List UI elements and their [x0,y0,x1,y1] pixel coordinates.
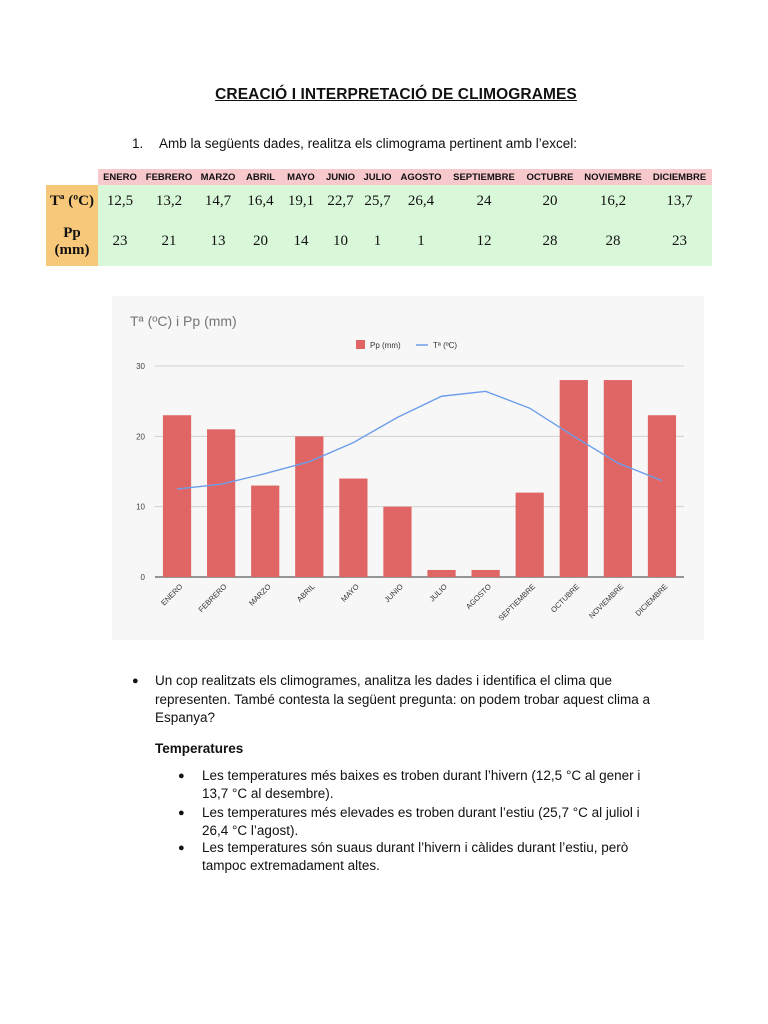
precipitation-bar [163,415,191,577]
temp-cell: 13,2 [142,185,196,217]
x-tick-label: DICIEMBRE [633,582,670,618]
temp-cell: 22,7 [321,185,360,217]
climograph-chart [112,296,704,640]
month-header: OCTUBRE [521,169,579,185]
precipitation-bar [339,479,367,577]
month-header: ENERO [98,169,142,185]
temp-cell: 25,7 [360,185,395,217]
y-tick-label: 0 [140,573,145,582]
temp-cell: 19,1 [281,185,321,217]
temp-cell: 20 [521,185,579,217]
temp-cell: 26,4 [395,185,447,217]
month-header: JULIO [360,169,395,185]
bullet-dot-icon: ● [132,675,139,687]
x-tick-label: JUNIO [382,582,405,605]
pp-cell: 14 [281,217,321,266]
temperatures-heading: Temperatures [155,741,244,756]
table-header-row [46,169,712,185]
precipitation-bar [604,380,632,577]
month-header: DICIEMBRE [647,169,712,185]
x-tick-label: ABRIL [295,582,317,604]
legend-swatch-precipitation [356,340,365,349]
temperature-item-text: Les temperatures més baixes es troben durant l’hivern (12,5 °C al gener i 13,7 °C al desembre). [202,768,641,801]
temperature-item [178,804,668,840]
pp-cell: 21 [142,217,196,266]
precipitation-bar [516,493,544,577]
month-header: JUNIO [321,169,360,185]
month-header: MAYO [281,169,321,185]
bullet-dot-icon: ● [178,807,185,819]
chart-title: Tª (ºC) i Pp (mm) [130,313,237,329]
x-tick-label: AGOSTO [464,582,494,612]
bullet-dot-icon: ● [178,770,185,782]
temp-cell: 16,4 [240,185,281,217]
pp-cell: 23 [647,217,712,266]
temp-cell: 12,5 [98,185,142,217]
y-tick-label: 10 [136,502,145,512]
month-header: MARZO [196,169,240,185]
precipitation-label-line1: Pp [63,224,81,241]
month-header: ABRIL [240,169,281,185]
month-header: FEBRERO [142,169,196,185]
temperature-label: Tª (ºC) [46,185,98,217]
pp-cell: 23 [98,217,142,266]
pp-cell: 10 [321,217,360,266]
page-title: CREACIÓ I INTERPRETACIÓ DE CLIMOGRAMES [215,86,577,103]
x-tick-label: MAYO [339,582,361,604]
precipitation-bar [472,570,500,577]
pp-cell: 28 [579,217,647,266]
analysis-bullet-text: Un cop realitzats els climogrames, analitza les dades i identifica el clima que representen. També contesta la següent pregunta: on podem trobar aquest clima a Espanya? [155,673,651,725]
pp-cell: 20 [240,217,281,266]
pp-cell: 1 [360,217,395,266]
pp-cell: 28 [521,217,579,266]
x-tick-label: OCTUBRE [548,582,582,615]
question-number: 1. [132,136,144,151]
analysis-bullet [132,672,652,728]
chart-svg [112,296,704,640]
y-tick-label: 30 [136,362,145,371]
temp-cell: 24 [447,185,521,217]
temp-cell: 14,7 [196,185,240,217]
temperature-line [177,391,662,489]
temperature-row [46,185,712,217]
precipitation-bar [648,415,676,577]
x-tick-label: ENERO [159,582,185,608]
precipitation-bar [427,570,455,577]
pp-cell: 1 [395,217,447,266]
precipitation-bar [251,486,279,577]
pp-cell: 12 [447,217,521,266]
bullet-dot-icon: ● [178,842,185,854]
temperature-item [178,767,668,803]
question-text: Amb la següents dades, realitza els climograma pertinent amb l’excel: [159,136,577,151]
temperature-item-text: Les temperatures són suaus durant l’hivern i càlides durant l’estiu, però tampoc extremadament altes. [202,840,629,873]
precipitation-bar [383,507,411,577]
temperature-item [178,839,668,875]
month-header: AGOSTO [395,169,447,185]
precipitation-label-line2: (mm) [54,241,90,258]
temp-cell: 13,7 [647,185,712,217]
x-tick-label: JULIO [427,582,449,604]
precipitation-row [46,217,712,266]
month-header: SEPTIEMBRE [447,169,521,185]
month-header: NOVIEMBRE [579,169,647,185]
climate-data-table [46,169,712,266]
precipitation-bar [560,380,588,577]
legend-label-precipitation: Pp (mm) [370,341,401,350]
question-1 [132,136,577,151]
table-corner [46,169,98,185]
precipitation-label [46,217,98,266]
x-tick-label: FEBRERO [196,582,229,615]
precipitation-bar [207,429,235,577]
y-tick-label: 20 [136,432,145,442]
x-tick-label: SEPTIEMBRE [496,582,538,623]
pp-cell: 13 [196,217,240,266]
temp-cell: 16,2 [579,185,647,217]
x-tick-label: NOVIEMBRE [587,582,626,621]
legend-label-temperature: Tª (ºC) [433,341,458,350]
x-tick-label: MARZO [247,582,273,608]
temperature-item-text: Les temperatures més elevades es troben durant l’estiu (25,7 °C al juliol i 26,4 °C l’agost). [202,805,640,838]
